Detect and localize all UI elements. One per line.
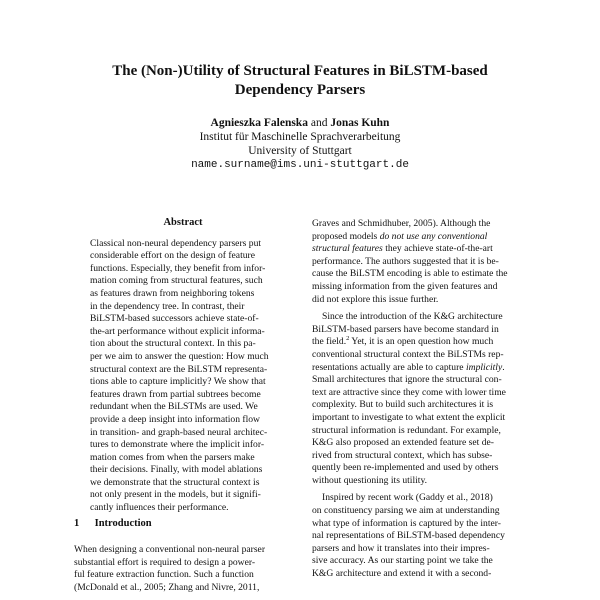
text-line: sive accuracy. As our starting point we take the xyxy=(312,555,493,567)
title-line-2: Dependency Parsers xyxy=(234,82,366,98)
text-span: proposed models xyxy=(312,230,380,242)
abstract-line: their decisions. Finally, with model ablations xyxy=(90,464,263,476)
author-conjunction: and xyxy=(310,117,328,129)
author-block xyxy=(60,116,540,172)
author-1: Agnieszka Falenska xyxy=(210,117,308,129)
text-line: missing information from the given features and xyxy=(312,280,498,292)
intro-line: ful feature extraction function. Such a function xyxy=(74,569,254,581)
text-line xyxy=(312,362,530,375)
title-line-1: The (Non-)Utility of Structural Features in BiLSTM-based xyxy=(112,63,488,79)
text-line: K&G architecture and extend it with a second- xyxy=(312,568,492,580)
abstract-line: in transition- and graph-based neural architec- xyxy=(90,426,268,438)
text-line: performance. The authors suggested that it is be- xyxy=(312,255,499,267)
text-line: without questioning its utility. xyxy=(312,474,428,486)
text-span: the field. xyxy=(312,336,347,348)
text-line: parsers and how it translates into their impres- xyxy=(312,542,490,554)
text-line: structural information is redundant. For example, xyxy=(312,424,501,436)
section-title: Introduction xyxy=(94,518,152,529)
text-span: . xyxy=(502,361,505,373)
abstract-line: tures to demonstrate where the implicit infor- xyxy=(90,439,265,451)
abstract-line: provide a deep insight into information flow xyxy=(90,413,260,425)
text-line: complexity. But to build such architectures it is xyxy=(312,399,494,411)
abstract-line: tions able to capture implicitly? We show that xyxy=(90,376,266,388)
introduction-text xyxy=(74,544,292,594)
text-line xyxy=(312,231,530,244)
abstract-line: functions. Especially, they benefit from infor- xyxy=(90,262,266,274)
abstract-line: features drawn from partial subtrees become xyxy=(90,388,261,400)
abstract-section xyxy=(74,217,292,515)
abstract-line: as features drawn from neighboring tokens xyxy=(90,287,255,299)
text-line xyxy=(312,243,530,256)
emphasis-text: structural features xyxy=(312,243,383,255)
intro-line: When designing a conventional non-neural parser xyxy=(74,544,266,555)
right-column xyxy=(312,218,530,581)
emphasis-text: do not use any conventional xyxy=(379,230,488,242)
author-2: Jonas Kuhn xyxy=(330,117,390,129)
abstract-line: considerable effort on the design of feature xyxy=(90,250,255,262)
text-line: Small architectures that ignore the structural con- xyxy=(312,374,502,386)
abstract-line: BiLSTM-based successors achieve state-of- xyxy=(90,313,259,325)
abstract-body xyxy=(74,238,292,515)
author-names xyxy=(60,116,540,130)
text-line: Graves and Schmidhuber, 2005). Although the xyxy=(312,218,491,229)
text-line: rived from structural context, which has subse- xyxy=(312,449,493,461)
footnote-marker[interactable]: 2 xyxy=(346,335,350,343)
text-line: text are attractive since they come with lower time xyxy=(312,386,506,398)
text-line: K&G also proposed an extended feature set de- xyxy=(312,437,494,449)
text-line: nal representations of BiLSTM-based dependency xyxy=(312,530,505,542)
section-number: 1 xyxy=(74,518,80,529)
text-line: what type of information is captured by the inter- xyxy=(312,517,501,529)
abstract-line: Classical non-neural dependency parsers put xyxy=(90,237,262,249)
text-line: on constituency parsing we aim at understanding xyxy=(312,505,500,517)
intro-line: substantial effort is required to design a power- xyxy=(74,556,256,568)
abstract-line: structural context are the BiLSTM representa- xyxy=(90,363,268,375)
author-university: University of Stuttgart xyxy=(248,145,352,157)
text-line xyxy=(312,336,530,349)
abstract-line: cantly influences their performance. xyxy=(90,502,229,514)
abstract-line: the-art performance without explicit informa- xyxy=(90,325,265,337)
abstract-line: in the dependency tree. In contrast, their xyxy=(90,300,245,312)
author-email: name.surname@ims.uni-stuttgart.de xyxy=(191,159,409,171)
paragraph-2 xyxy=(312,311,530,487)
text-line: BiLSTM-based parsers have become standard in xyxy=(312,323,499,335)
paper-title xyxy=(60,62,540,100)
text-line: did not explore this issue further. xyxy=(312,293,439,305)
text-line: quently been re-implemented and used by others xyxy=(312,462,499,474)
text-line: conventional structural context the BiLSTMs rep- xyxy=(312,348,504,360)
author-institute: Institut für Maschinelle Sprachverarbeitung xyxy=(199,131,401,143)
text-span: Yet, it is an open question how much xyxy=(349,336,494,348)
intro-line: (McDonald et al., 2005; Zhang and Nivre, 2011, xyxy=(74,581,260,593)
text-line: Inspired by recent work (Gaddy et al., 2018) xyxy=(322,492,493,504)
paragraph-3 xyxy=(312,492,530,580)
abstract-line: mation coming from structural features, such xyxy=(90,275,263,287)
text-span: they achieve state-of-the-art xyxy=(382,243,493,255)
emphasis-text: implicitly xyxy=(465,361,503,373)
abstract-line: per we aim to answer the question: How much xyxy=(90,350,269,362)
text-line: Since the introduction of the K&G architecture xyxy=(322,311,503,323)
abstract-line: we demonstrate that the structural context is xyxy=(90,476,260,488)
abstract-line: tion about the structural context. In this pa- xyxy=(90,338,256,350)
paragraph-1 xyxy=(312,218,530,306)
abstract-line: redundant when the BiLSTMs are used. We xyxy=(90,401,258,413)
section-heading-introduction xyxy=(74,518,152,529)
text-line: important to investigate to what extent the explicit xyxy=(312,411,506,423)
text-span: resentations actually are able to capture xyxy=(312,361,466,373)
abstract-heading: Abstract xyxy=(163,217,203,228)
abstract-line: mation comes from when the parsers make xyxy=(90,451,255,463)
abstract-line: not only present in the models, but it signifi- xyxy=(90,489,261,501)
text-line: cause the BiLSTM encoding is able to estimate the xyxy=(312,268,508,280)
